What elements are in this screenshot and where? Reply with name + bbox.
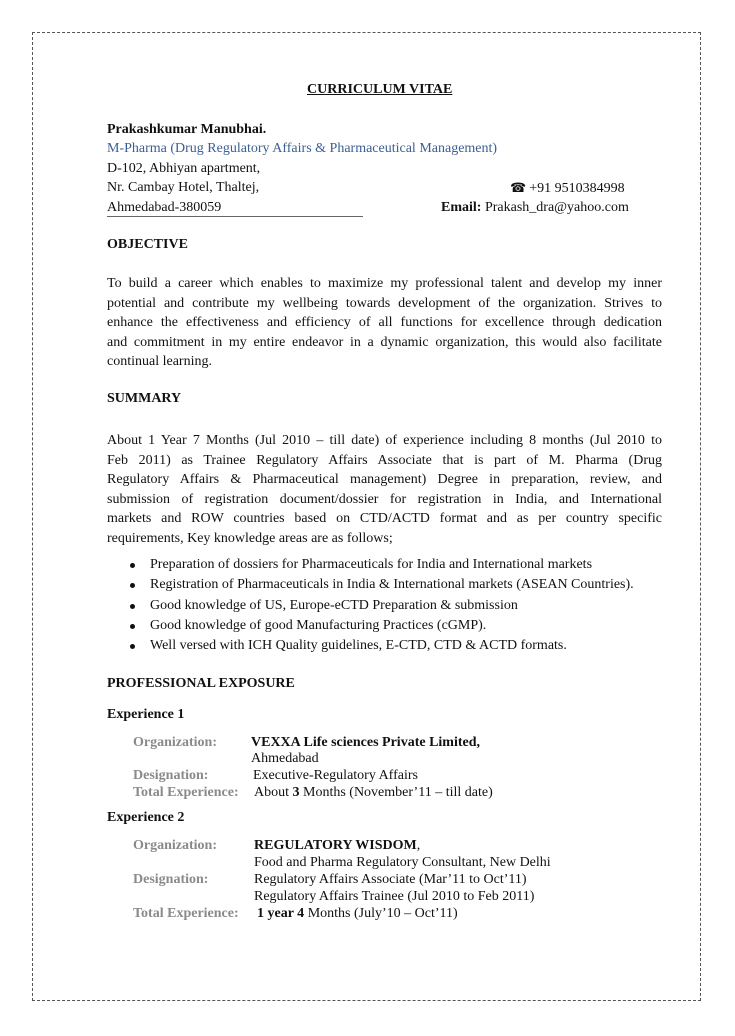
list-item xyxy=(107,637,634,657)
experience-2-org-desc: Food and Pharma Regulatory Consultant, New Delhi xyxy=(254,855,551,870)
objective-heading: OBJECTIVE xyxy=(107,237,188,252)
experience-2-total-label: Total Experience: xyxy=(133,906,239,921)
list-item xyxy=(107,617,634,637)
experience-2-org-name-suffix: , xyxy=(416,838,421,853)
candidate-name: Prakashkumar Manubhai. xyxy=(107,122,267,137)
experience-1-org-name: VEXXA Life sciences Private Limited, xyxy=(251,735,481,750)
list-item-text: Good knowledge of US, Europe-eCTD Preparation & submission xyxy=(150,597,518,613)
address-line-3: Ahmedabad-380059 xyxy=(107,200,222,215)
summary-line: requirements, Key knowledge areas are as follows; xyxy=(107,530,393,546)
email-address: Prakash_dra@yahoo.com xyxy=(484,200,629,215)
list-item-text: Preparation of dossiers for Pharmaceuticals for India and International markets xyxy=(150,557,593,572)
experience-2-heading: Experience 2 xyxy=(107,810,185,825)
experience-1-org-location: Ahmedabad xyxy=(251,751,319,766)
list-item xyxy=(107,556,634,576)
document-title: CURRICULUM VITAE xyxy=(307,82,453,97)
bullet-icon xyxy=(130,624,135,629)
exposure-heading: PROFESSIONAL EXPOSURE xyxy=(107,676,295,691)
experience-2-total xyxy=(257,904,458,923)
experience-1-total-suffix: Months (November’11 – till date) xyxy=(299,785,493,800)
summary-heading: SUMMARY xyxy=(107,391,182,406)
objective-paragraph xyxy=(107,274,662,372)
experience-1-heading: Experience 1 xyxy=(107,707,185,722)
list-item xyxy=(107,597,634,617)
email-label: Email: xyxy=(441,200,482,215)
email-row xyxy=(441,198,629,217)
objective-line: To build a career which enables to maximize my professional talent and develop my inner xyxy=(107,276,662,291)
summary-paragraph xyxy=(107,431,662,548)
experience-2-designation-label: Designation: xyxy=(133,872,209,887)
phone-icon: ☎ xyxy=(510,180,527,195)
summary-line: Feb 2011) as Trainee Regulatory Affairs Associate that is part of M. Pharma (Drug xyxy=(107,452,662,468)
summary-line: About 1 Year 7 Months (Jul 2010 – till date) of experience including 8 months (Jul 2010 to xyxy=(107,433,662,448)
objective-line: potential and contribute my wellbeing towards development of the organization. Strives to xyxy=(107,295,662,311)
summary-line: submission of registration document/dossier for registration in India, and International xyxy=(107,491,662,507)
experience-2-designation-1: Regulatory Affairs Associate (Mar’11 to Oct’11) xyxy=(254,872,527,887)
experience-1-total-label: Total Experience: xyxy=(133,785,239,800)
objective-line: enhance the effectiveness and efficiency of all functions for excellence through dedication xyxy=(107,315,662,330)
summary-line: markets and ROW countries based on CTD/ACTD format and as per country specific xyxy=(107,511,662,526)
objective-line: continual learning. xyxy=(107,354,212,369)
experience-1-designation: Executive-Regulatory Affairs xyxy=(253,768,418,783)
phone-row xyxy=(510,178,625,198)
experience-2-org-label: Organization: xyxy=(133,838,217,853)
experience-1-total xyxy=(254,783,493,802)
address-line-2: Nr. Cambay Hotel, Thaltej, xyxy=(107,180,260,195)
experience-1-total-prefix: About xyxy=(254,785,293,800)
contact-divider xyxy=(107,216,363,217)
phone-number: +91 9510384998 xyxy=(529,181,625,196)
experience-2-org-name-text: REGULATORY WISDOM xyxy=(254,838,417,853)
experience-1-total-number: 3 xyxy=(292,785,300,800)
bullet-icon xyxy=(130,644,135,649)
list-item-text: Well versed with ICH Quality guidelines, E-CTD, CTD & ACTD formats. xyxy=(150,638,567,654)
bullet-icon xyxy=(130,583,135,588)
list-item xyxy=(107,576,634,596)
experience-2-total-suffix: Months (July’10 – Oct’11) xyxy=(304,906,458,921)
bullet-icon xyxy=(130,604,135,609)
knowledge-list xyxy=(107,556,634,657)
address-line-1: D-102, Abhiyan apartment, xyxy=(107,161,261,176)
list-item-text: Registration of Pharmaceuticals in India & International markets (ASEAN Countries). xyxy=(150,577,634,593)
bullet-icon xyxy=(130,563,135,568)
experience-2-designation-2: Regulatory Affairs Trainee (Jul 2010 to Feb 2011) xyxy=(254,889,535,904)
list-item-text: Good knowledge of good Manufacturing Practices (cGMP). xyxy=(150,617,487,633)
experience-1-designation-label: Designation: xyxy=(133,768,209,783)
experience-2-total-bold: 1 year 4 xyxy=(257,906,305,921)
summary-line: Regulatory Affairs & Pharmaceutical management) Degree in preparation, review, and xyxy=(107,472,662,487)
objective-line: and commitment in my entire endeavor in a dynamic organization, this would also facilitate xyxy=(107,334,662,350)
candidate-degree: M-Pharma (Drug Regulatory Affairs & Pharmaceutical Management) xyxy=(107,141,498,156)
experience-1-org-label: Organization: xyxy=(133,735,217,750)
